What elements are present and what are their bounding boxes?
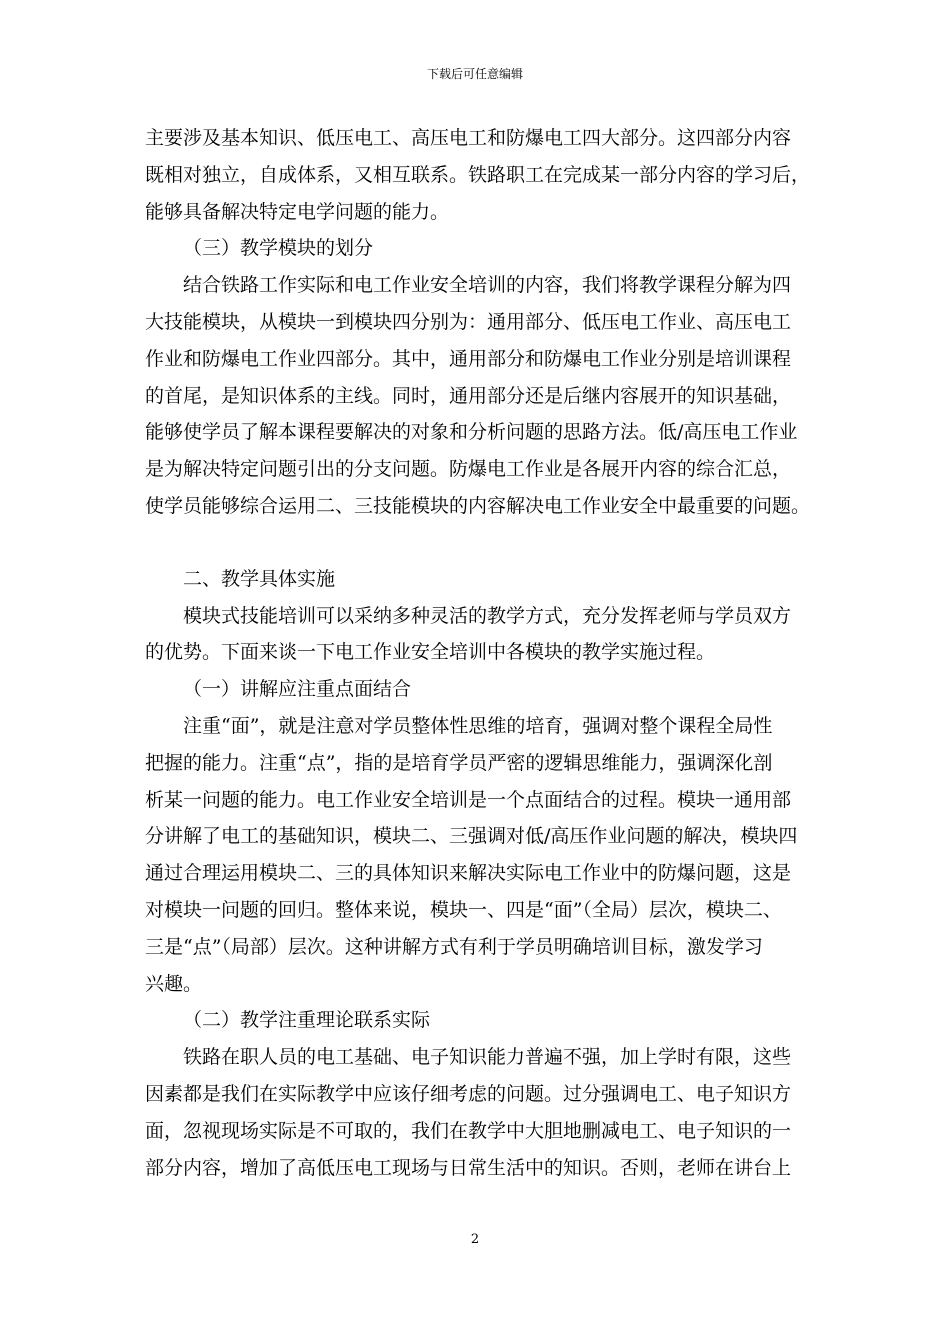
- paragraph-line: 析某一问题的能力。电工作业安全培训是一个点面结合的过程。模块一通用部: [145, 788, 792, 811]
- blank-line: [145, 525, 811, 561]
- paragraph-line: 兴趣。: [145, 972, 203, 995]
- paragraph-line: 是为解决特定问题引出的分支问题。防爆电工作业是各展开内容的综合汇总，: [145, 458, 792, 481]
- paragraph-line: 作业和防爆电工作业四部分。其中，通用部分和防爆电工作业分别是培训课程: [145, 347, 792, 370]
- paragraph-line: 的优势。下面来谈一下电工作业安全培训中各模块的教学实施过程。: [145, 641, 716, 664]
- paragraph-line: 结合铁路工作实际和电工作业安全培训的内容，我们将教学课程分解为四: [183, 274, 792, 297]
- page-number: 2: [470, 1232, 480, 1247]
- paragraph-line: 注重“面”，就是注意对学员整体性思维的培育，强调对整个课程全局性: [183, 714, 773, 737]
- paragraph-line: 通过合理运用模块二、三的具体知识来解决实际电工作业中的防爆问题，这是: [145, 862, 792, 885]
- document-body: [145, 120, 811, 1186]
- paragraph-line: 部分内容，增加了高低压电工现场与日常生活中的知识。否则，老师在讲台上: [145, 1156, 792, 1179]
- paragraph-line: 能够具备解决特定电学问题的能力。: [145, 200, 450, 223]
- paragraph-line: 铁路在职人员的电工基础、电子知识能力普遍不强，加上学时有限，这些: [183, 1046, 792, 1069]
- paragraph-line: 使学员能够综合运用二、三技能模块的内容解决电工作业安全中最重要的问题。: [145, 494, 811, 517]
- chapter-heading: 二、教学具体实施: [183, 567, 336, 590]
- paragraph-line: 把握的能力。注重“点”，指的是培育学员严密的逻辑思维能力，强调深化剖: [145, 751, 773, 774]
- paragraph-line: 分讲解了电工的基础知识，模块二、三强调对低/高压作业问题的解决，模块四: [145, 825, 798, 848]
- section-heading: （二）教学注重理论联系实际: [183, 1009, 431, 1032]
- section-heading: （三）教学模块的划分: [183, 237, 374, 260]
- paragraph-line: 主要涉及基本知识、低压电工、高压电工和防爆电工四大部分。这四部分内容: [145, 127, 792, 149]
- paragraph-line: 因素都是我们在实际教学中应该仔细考虑的问题。过分强调电工、电子知识方: [145, 1082, 792, 1105]
- paragraph-line: 的首尾，是知识体系的主线。同时，通用部分还是后继内容展开的知识基础，: [145, 384, 792, 407]
- paragraph-line: 三是“点”（局部）层次。这种讲解方式有利于学员明确培训目标，激发学习: [145, 935, 763, 958]
- paragraph-line: 大技能模块，从模块一到模块四分别为：通用部分、低压电工作业、高压电工: [145, 310, 792, 333]
- page-header: 下载后可任意编辑: [426, 67, 523, 81]
- section-heading: （一）讲解应注重点面结合: [183, 678, 412, 701]
- paragraph-line: 对模块一问题的回归。整体来说，模块一、四是“面”（全局）层次，模块二、: [145, 898, 782, 921]
- paragraph-line: 模块式技能培训可以采纳多种灵活的教学方式，充分发挥老师与学员双方: [183, 604, 792, 627]
- paragraph-line: 面，忽视现场实际是不可取的，我们在教学中大胆地删减电工、电子知识的一: [145, 1119, 792, 1142]
- paragraph-line: 既相对独立，自成体系，又相互联系。铁路职工在完成某一部分内容的学习后，: [145, 163, 811, 186]
- paragraph-line: 能够使学员了解本课程要解决的对象和分析问题的思路方法。低/高压电工作业: [145, 421, 798, 444]
